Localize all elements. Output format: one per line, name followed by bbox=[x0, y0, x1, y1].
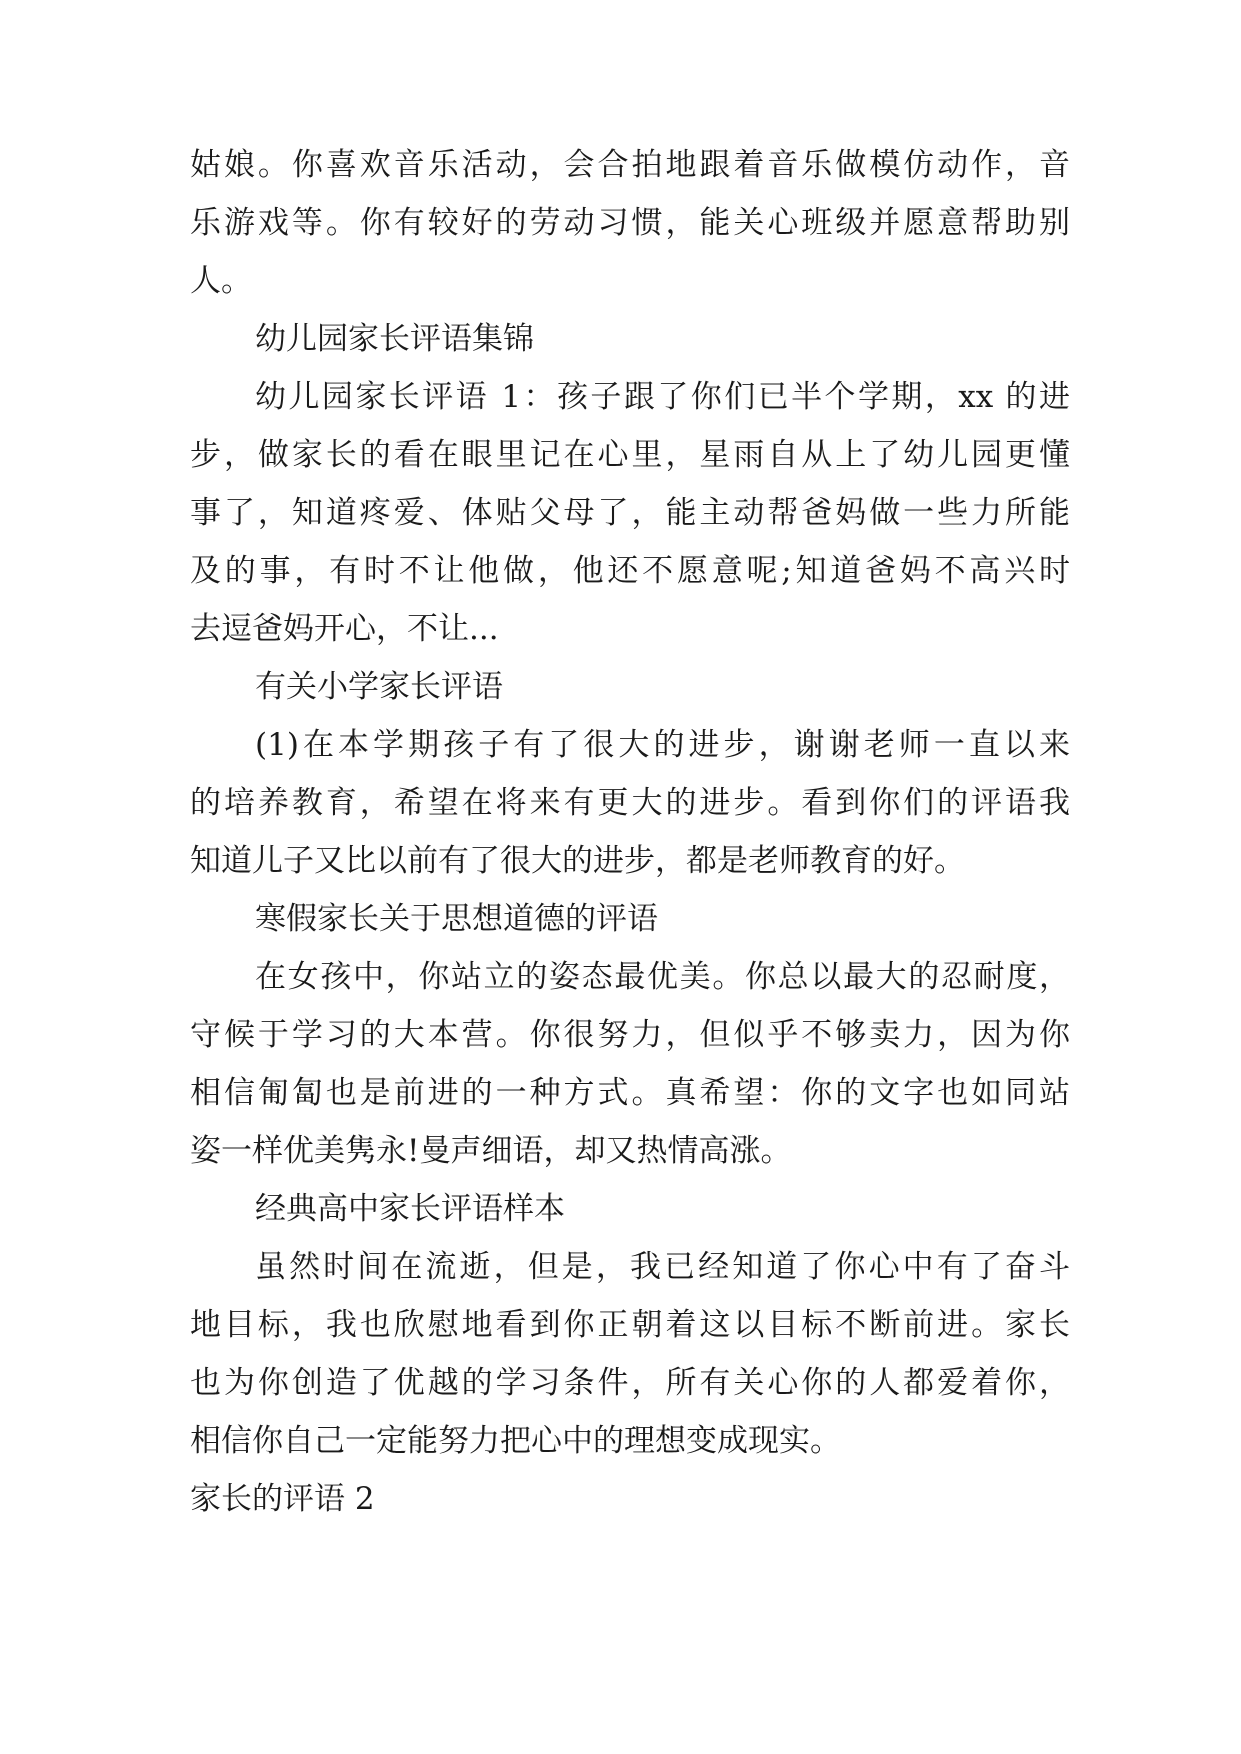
body-line: 地目标，我也欣慰地看到你正朝着这以目标不断前进。家长 bbox=[190, 1307, 1070, 1343]
body-line: 乐游戏等。你有较好的劳动习惯，能关心班级并愿意帮助别 bbox=[190, 205, 1070, 241]
section-heading: 有关小学家长评语 bbox=[255, 669, 503, 705]
body-line: (1)在本学期孩子有了很大的进步，谢谢老师一直以来 bbox=[255, 727, 1070, 763]
body-line: 虽然时间在流逝，但是，我已经知道了你心中有了奋斗 bbox=[255, 1249, 1070, 1285]
body-line: 相信你自己一定能努力把心中的理想变成现实。 bbox=[190, 1423, 841, 1459]
body-line: 相信匍匐也是前进的一种方式。真希望：你的文字也如同站 bbox=[190, 1075, 1070, 1111]
body-line: 守候于学习的大本营。你很努力，但似乎不够卖力，因为你 bbox=[190, 1017, 1070, 1053]
body-line: 事了，知道疼爱、体贴父母了，能主动帮爸妈做一些力所能 bbox=[190, 495, 1070, 531]
body-line: 幼儿园家长评语 1：孩子跟了你们已半个学期，xx 的进 bbox=[255, 379, 1070, 415]
body-line: 步，做家长的看在眼里记在心里，星雨自从上了幼儿园更懂 bbox=[190, 437, 1070, 473]
section-heading: 幼儿园家长评语集锦 bbox=[255, 321, 534, 357]
section-heading: 家长的评语 2 bbox=[190, 1481, 375, 1517]
body-line: 及的事，有时不让他做，他还不愿意呢;知道爸妈不高兴时 bbox=[190, 553, 1070, 589]
body-line: 的培养教育，希望在将来有更大的进步。看到你们的评语我 bbox=[190, 785, 1070, 821]
section-heading: 经典高中家长评语样本 bbox=[255, 1191, 565, 1227]
body-line: 去逗爸妈开心，不让... bbox=[190, 611, 499, 647]
body-line: 姿一样优美隽永!曼声细语，却又热情高涨。 bbox=[190, 1133, 792, 1169]
body-line: 姑娘。你喜欢音乐活动，会合拍地跟着音乐做模仿动作，音 bbox=[190, 147, 1070, 183]
body-line: 在女孩中，你站立的姿态最优美。你总以最大的忍耐度， bbox=[255, 959, 1070, 995]
body-line: 也为你创造了优越的学习条件，所有关心你的人都爱着你， bbox=[190, 1365, 1070, 1401]
body-line: 知道儿子又比以前有了很大的进步，都是老师教育的好。 bbox=[190, 843, 965, 879]
section-heading: 寒假家长关于思想道德的评语 bbox=[255, 901, 658, 937]
body-line: 人。 bbox=[190, 263, 252, 299]
